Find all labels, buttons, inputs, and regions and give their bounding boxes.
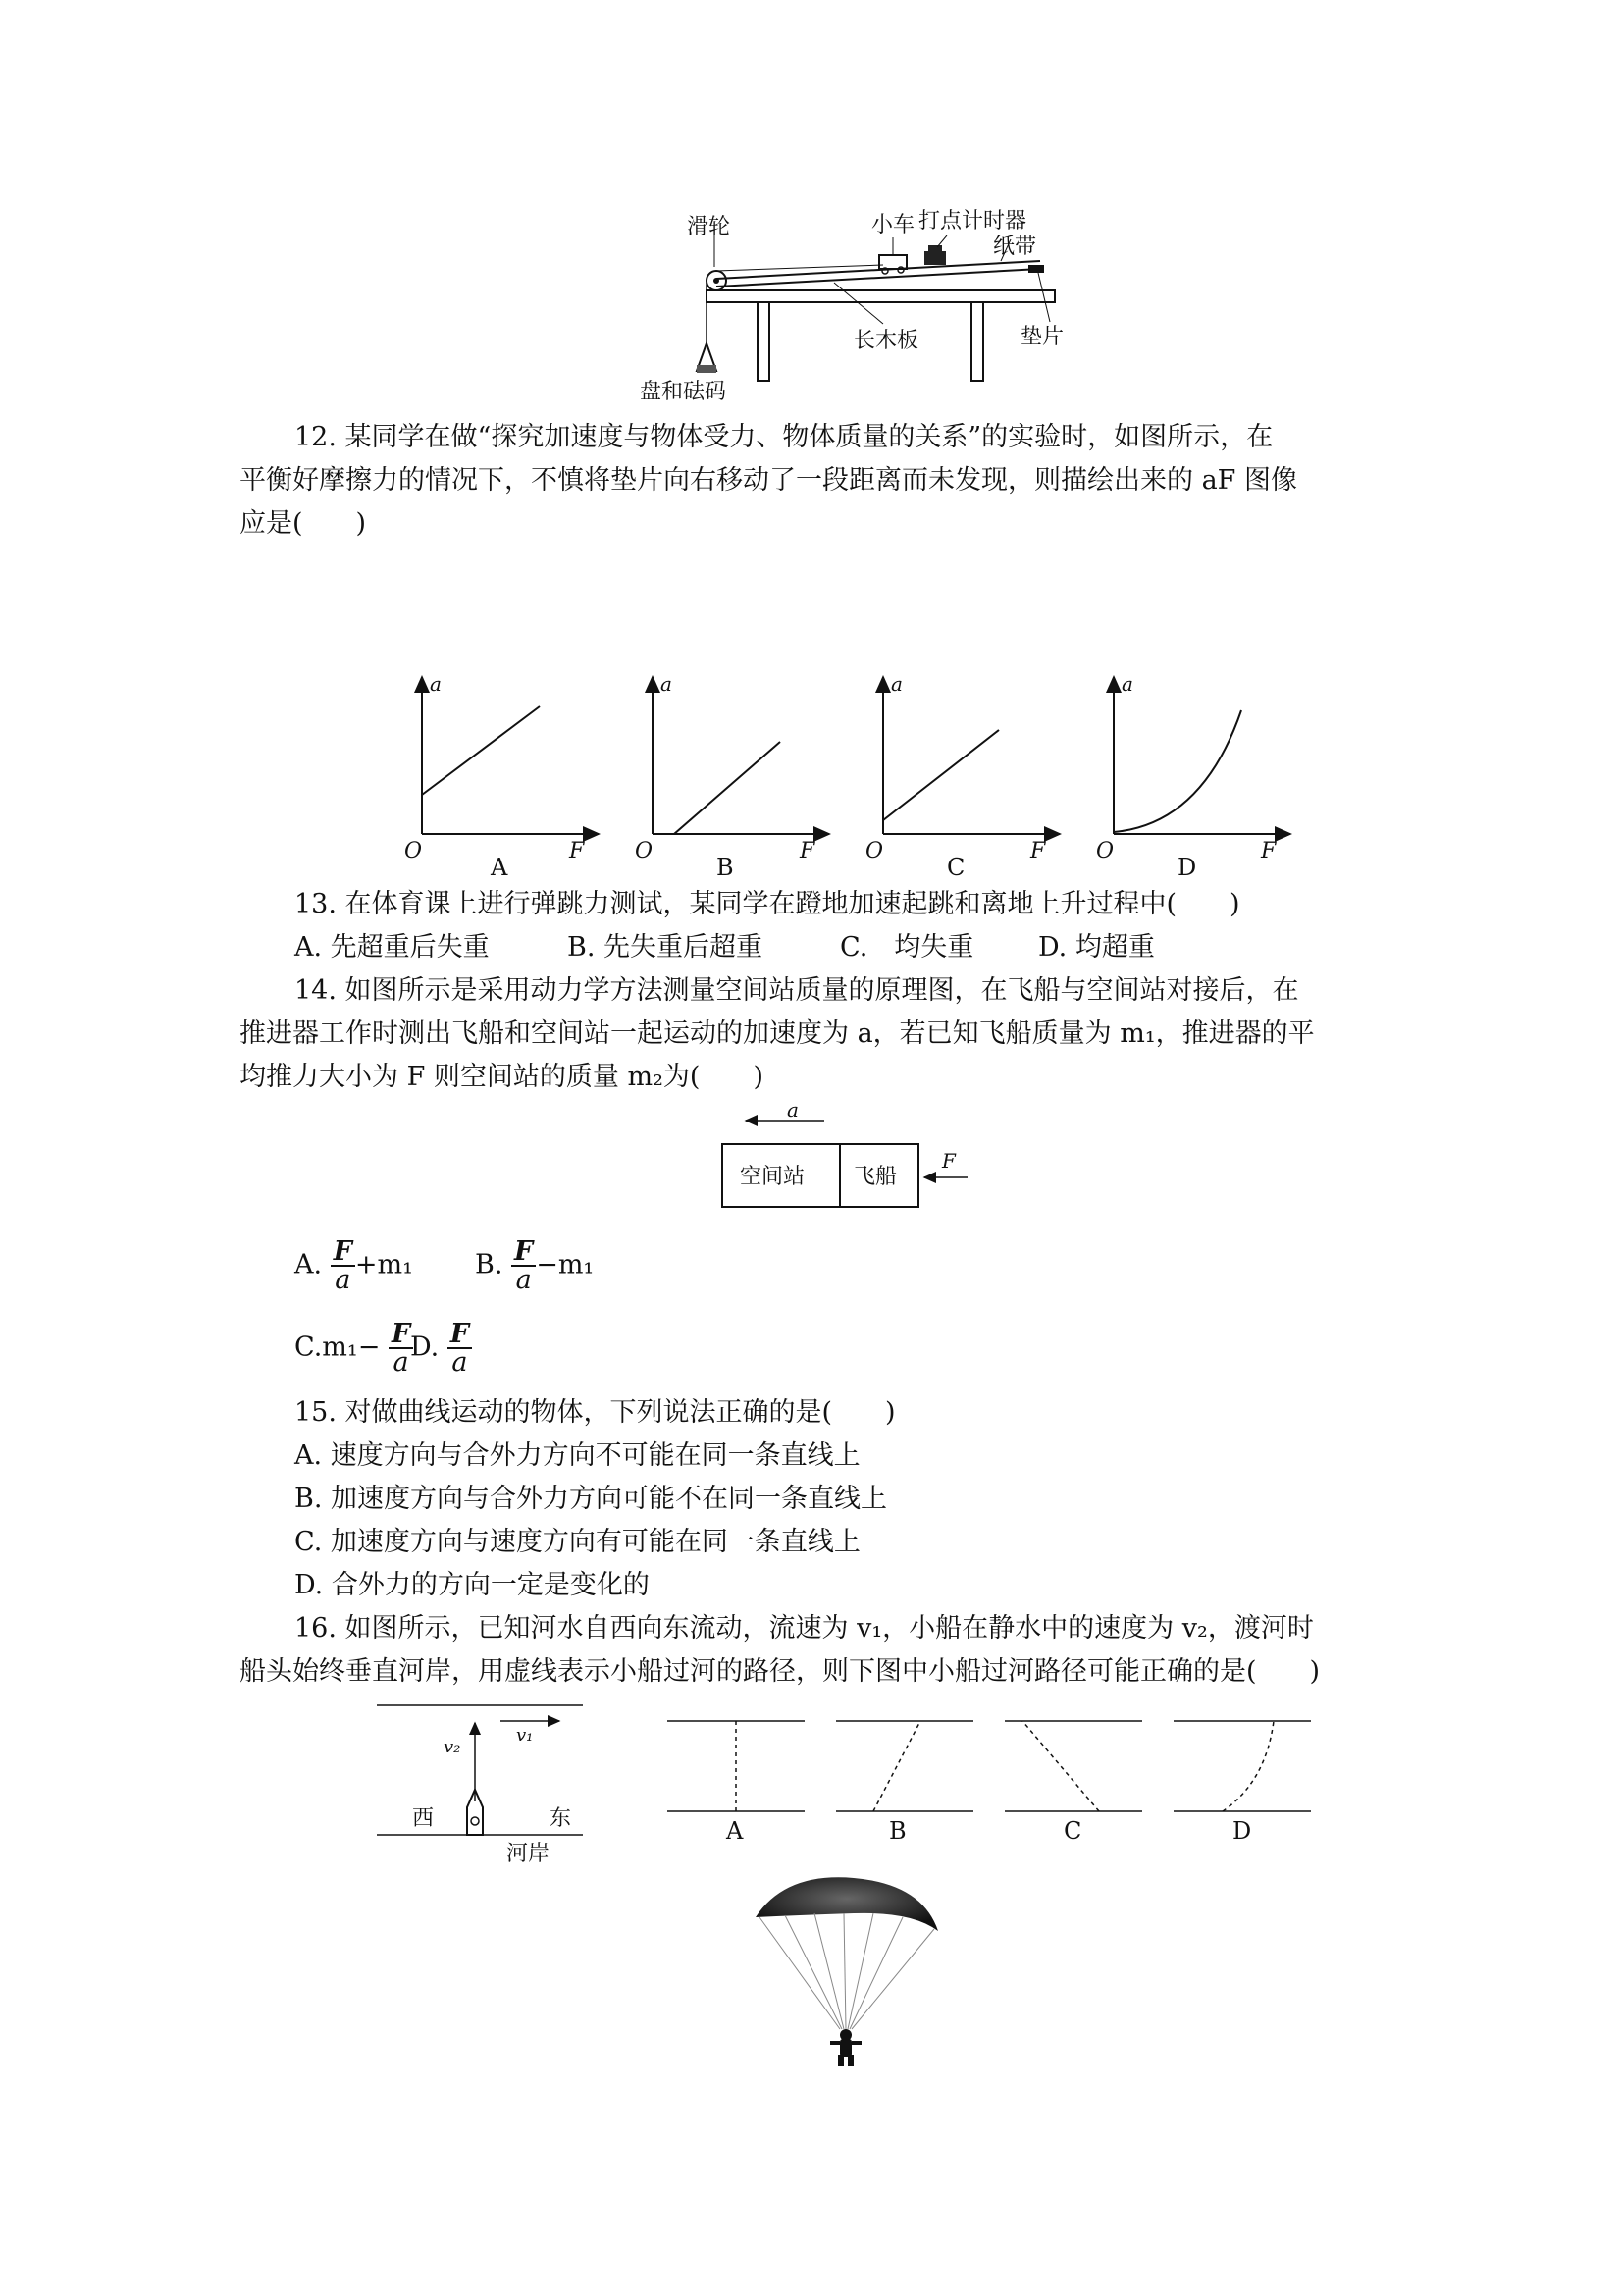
q14-option-a: A. $\frac{F}{a}$ +m₁ <box>294 1236 413 1295</box>
path-option-c <box>1005 1721 1142 1841</box>
graph-b-label: B <box>716 854 734 881</box>
graph-b-y: a <box>660 672 672 696</box>
pulley-label: 滑轮 <box>687 215 731 239</box>
q13-option-a: A. 先超重后失重 <box>294 932 490 963</box>
q15-option-d: D. 合外力的方向一定是变化的 <box>294 1570 650 1600</box>
path-c-label: C <box>1064 1817 1082 1841</box>
v2-label: v₂ <box>444 1737 461 1757</box>
q15-option-a: A. 速度方向与合外力方向不可能在同一条直线上 <box>294 1440 861 1471</box>
west-label: 西 <box>412 1806 435 1831</box>
q14-line1: 14. 如图所示是采用动力学方法测量空间站质量的原理图，在飞船与空间站对接后，在 <box>294 975 1299 1006</box>
path-a-label: A <box>726 1817 744 1841</box>
q16-line2: 船头始终垂直河岸，用虚线表示小船过河的路径，则下图中小船过河路径可能正确的是( ) <box>239 1656 1321 1687</box>
graph-d <box>1096 672 1290 881</box>
v1-label: v₁ <box>516 1725 534 1746</box>
ship-label: 飞船 <box>854 1165 898 1189</box>
path-option-b <box>836 1721 973 1841</box>
tape-label: 纸带 <box>993 235 1037 259</box>
q14-option-b-frac: $\frac{F}{a}$ <box>511 1238 536 1293</box>
q14-line2: 推进器工作时测出飞船和空间站一起运动的加速度为 a，若已知飞船质量为 m₁，推进器的平 <box>239 1018 1315 1049</box>
graph-a-o: O <box>404 839 423 863</box>
weights-label: 盘和砝码 <box>640 380 727 402</box>
graph-d-label: D <box>1178 854 1197 881</box>
graph-a <box>404 672 599 881</box>
q14-option-a-frac: $\frac{F}{a}$ <box>331 1238 355 1293</box>
path-b-label: B <box>889 1817 907 1841</box>
docking-figure <box>707 1101 981 1219</box>
graph-c-x: F <box>1030 839 1046 863</box>
graph-c-label: C <box>947 854 966 881</box>
river-paths <box>657 1703 1325 1841</box>
q12-line1: 12. 某同学在做“探究加速度与物体受力、物体质量的关系”的实验时，如图所示，在 <box>294 422 1274 452</box>
graph-c-o: O <box>865 839 884 863</box>
graph-b-o: O <box>635 839 654 863</box>
q14-option-d: D. $\frac{F}{a}$ <box>410 1321 472 1376</box>
q16-line1: 16. 如图所示，已知河水自西向东流动，流速为 v₁，小船在静水中的速度为 v₂，渡河时 <box>294 1613 1314 1644</box>
graph-c-y: a <box>891 672 903 696</box>
timer-label: 打点计时器 <box>918 209 1027 234</box>
q12-line3: 应是( ) <box>239 508 367 539</box>
af-graphs <box>393 667 1315 883</box>
q13-option-c: C. 均失重 <box>840 932 974 963</box>
graph-c <box>865 672 1060 881</box>
path-d-label: D <box>1232 1817 1252 1841</box>
docking-accel-label: a <box>787 1101 799 1122</box>
graph-d-x: F <box>1261 839 1277 863</box>
q15-option-c: C. 加速度方向与速度方向有可能在同一条直线上 <box>294 1527 861 1557</box>
q14-option-c: C.m₁− $\frac{F}{a}$ <box>294 1321 413 1376</box>
q15-stem: 15. 对做曲线运动的物体，下列说法正确的是( ) <box>294 1397 896 1428</box>
board-label: 长木板 <box>854 329 919 353</box>
graph-d-y: a <box>1122 672 1133 696</box>
graph-a-x: F <box>569 839 585 863</box>
q12-line2: 平衡好摩擦力的情况下，不慎将垫片向右移动了一段距离而未发现，则描绘出来的 aF 图像 <box>239 465 1297 496</box>
graph-b-x: F <box>800 839 815 863</box>
graph-a-y: a <box>430 672 442 696</box>
bank-label: 河岸 <box>506 1842 550 1866</box>
graph-d-o: O <box>1096 839 1115 863</box>
q13-option-b: B. 先失重后超重 <box>567 932 763 963</box>
parachutist-image <box>746 1872 962 2068</box>
station-label: 空间站 <box>740 1165 806 1189</box>
cart-label: 小车 <box>871 213 916 237</box>
path-option-d <box>1174 1721 1311 1841</box>
q14-option-d-frac: $\frac{F}{a}$ <box>447 1321 472 1376</box>
q13-stem: 13. 在体育课上进行弹跳力测试，某同学在蹬地加速起跳和离地上升过程中( ) <box>294 889 1240 919</box>
q13-option-d: D. 均超重 <box>1038 932 1155 963</box>
path-option-a <box>667 1721 805 1841</box>
force-label: F <box>942 1149 956 1173</box>
apparatus-figure <box>589 206 1099 402</box>
graph-b <box>635 672 829 881</box>
q14-option-c-frac: $\frac{F}{a}$ <box>389 1321 413 1376</box>
shim-label: 垫片 <box>1021 325 1065 349</box>
q14-option-b: B. $\frac{F}{a}$ −m₁ <box>475 1236 595 1295</box>
q14-line3: 均推力大小为 F 则空间站的质量 m₂为( ) <box>239 1062 763 1092</box>
east-label: 东 <box>550 1806 572 1831</box>
graph-a-label: A <box>491 854 508 881</box>
q15-option-b: B. 加速度方向与合外力方向可能不在同一条直线上 <box>294 1484 888 1514</box>
river-figure <box>373 1692 599 1868</box>
